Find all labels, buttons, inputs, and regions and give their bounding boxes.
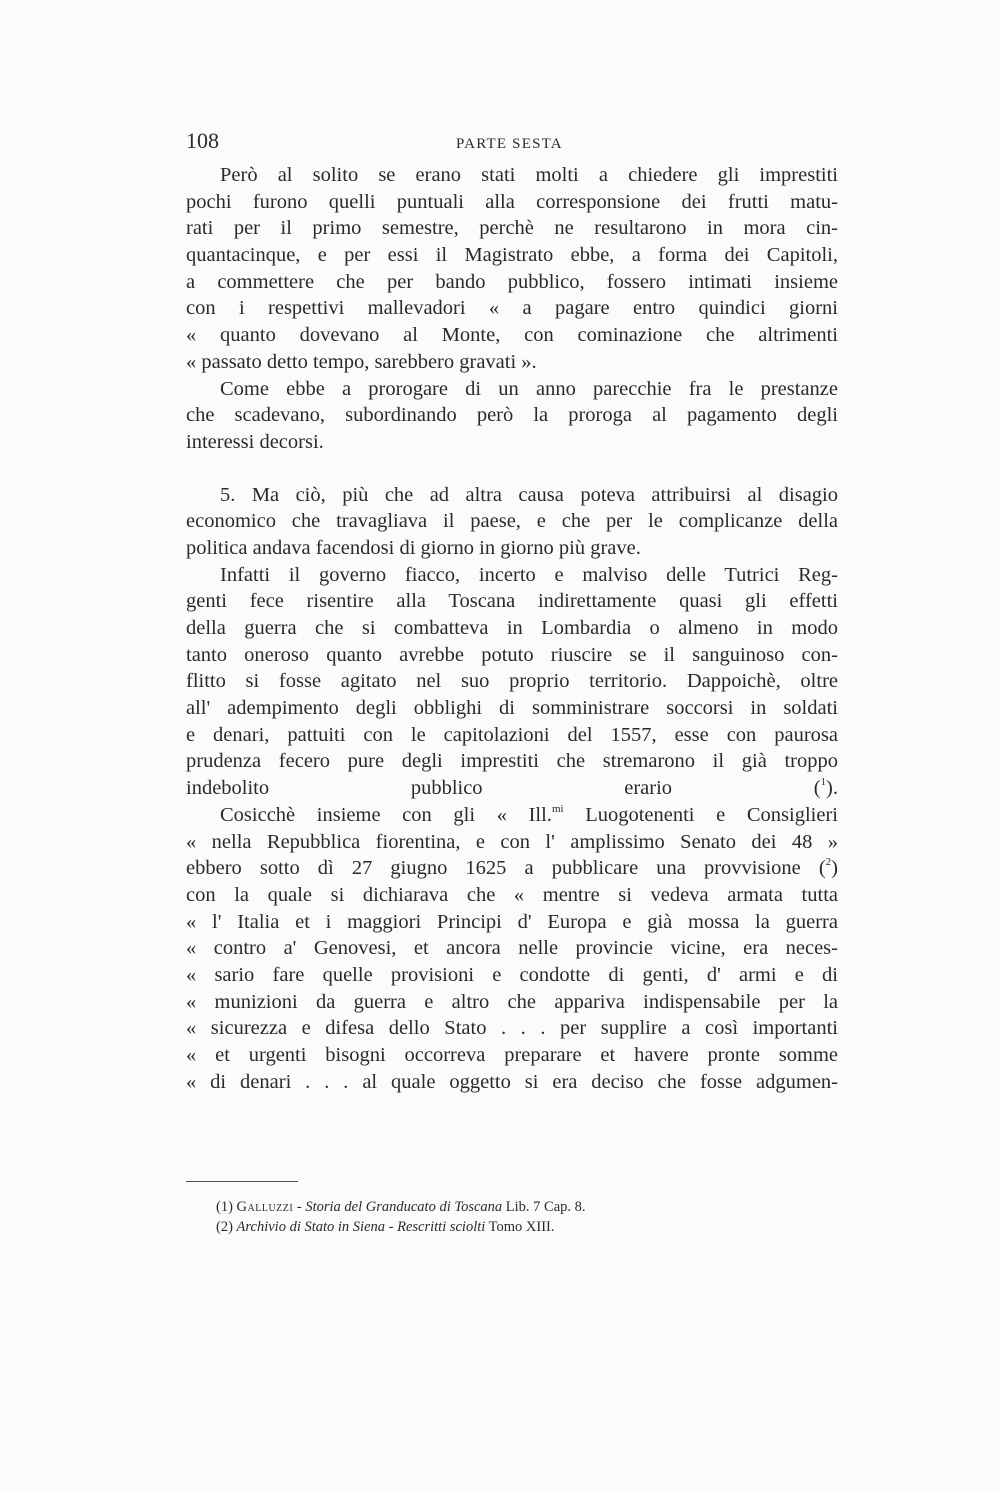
text-line: « di denari . . . al quale oggetto si era deciso che fosse adgumen-	[186, 1070, 838, 1093]
paragraph-cosicche-rest	[186, 882, 838, 1096]
text-line: flitto si fosse agitato nel suo proprio territorio. Dappoichè, oltre	[186, 670, 838, 693]
page-number: 108	[186, 128, 219, 153]
text-line: Infatti il governo fiacco, incerto e malviso delle Tutrici Reg-	[220, 563, 838, 586]
paragraph-list	[186, 162, 838, 775]
footnote-ref-1: 1	[820, 776, 827, 789]
text-line: con la quale si dichiarava che « mentre si vedeva armata tutta	[186, 883, 838, 906]
text-line: pochi furono quelli puntuali alla corresponsione dei frutti matu-	[186, 190, 838, 213]
section-gap	[186, 456, 838, 482]
footnote-separator	[186, 1181, 298, 1182]
text-line: « et urgenti bisogni occorreva preparare et havere pronte somme	[186, 1044, 838, 1066]
text-line: economico che travagliava il paese, e che per le complicanze della	[186, 510, 838, 533]
text-line: « sicurezza e difesa dello Stato . . . per supplire a così importanti	[186, 1017, 838, 1040]
text-line: « sario fare quelle provisioni e condotte di genti, d' armi e di	[186, 963, 838, 986]
footnote-1: (1) Galluzzi - Storia del Granducato di Toscana Lib. 7 Cap. 8.	[216, 1199, 586, 1215]
footnotes	[216, 1197, 776, 1237]
footnote-2: (2) Archivio di Stato in Siena - Rescritti sciolti Tomo XIII.	[216, 1219, 555, 1235]
text-line: « nella Repubblica fiorentina, e con l' amplissimo Senato dei 48 »	[186, 830, 838, 853]
text-line: e denari, pattuiti con le capitolazioni del 1557, esse con paurosa	[186, 723, 838, 746]
page-header	[186, 128, 838, 160]
text-line: genti fece risentire alla Toscana indirettamente quasi gli effetti	[186, 590, 838, 613]
text-line: tanto oneroso quanto avrebbe potuto riuscire se il sanguinoso con-	[186, 643, 838, 666]
text-line: 5. Ma ciò, più che ad altra causa poteva attribuirsi al disagio	[220, 483, 838, 506]
superscript-mi: mi	[551, 802, 564, 815]
text-line: della guerra che si combatteva in Lombardia o almeno in modo	[186, 617, 838, 639]
text-line: all' adempimento degli obblighi di somministrare soccorsi in soldati	[186, 697, 838, 720]
text-line: « l' Italia et i maggiori Principi d' Europa e già mossa la guerra	[186, 910, 838, 933]
text-line: « passato detto tempo, sarebbero gravati ».	[186, 350, 537, 373]
text-line-note-1: indebolito pubblico erario ($^1$).	[186, 776, 838, 800]
footnote-ref-2: 2	[825, 856, 832, 869]
body-text	[186, 162, 838, 1095]
text-line: che scadevano, subordinando però la proroga al pagamento degli	[186, 404, 838, 427]
text-line: politica andava facendosi di giorno in giorno più grave.	[186, 536, 641, 559]
text-line-note-2: ebbero sotto dì 27 giugno 1625 a pubblicare una provvisione ($^2$)	[186, 856, 838, 880]
text-line: rati per il primo semestre, perchè ne resultarono in mora cin-	[186, 217, 838, 240]
text-line-cosicche: Cosicchè insieme con gli « Ill.$^{mi}$ Luogotenenti e Consiglieri	[220, 802, 838, 826]
text-line: « contro a' Genovesi, et ancora nelle provincie vicine, era neces-	[186, 937, 838, 960]
text-line: « munizioni da guerra e altro che appariva indispensabile per la	[186, 990, 838, 1013]
text-line: « quanto dovevano al Monte, con cominazione che altrimenti	[186, 324, 838, 347]
text-line: con i respettivi mallevadori « a pagare entro quindici giorni	[186, 297, 838, 320]
text-line: Come ebbe a prorogare di un anno parecchie fra le prestanze	[220, 377, 838, 400]
text-line: prudenza fecero pure degli imprestiti che stremarono il già troppo	[186, 750, 838, 773]
text-line: Però al solito se erano stati molti a chiedere gli imprestiti	[220, 164, 838, 186]
text-line: interessi decorsi.	[186, 430, 324, 453]
text-line: quantacinque, e per essi il Magistrato ebbe, a forma dei Capitoli,	[186, 244, 838, 267]
running-head: PARTE SESTA	[456, 136, 563, 152]
text-line: a commettere che per bando pubblico, fossero intimati insieme	[186, 270, 838, 293]
